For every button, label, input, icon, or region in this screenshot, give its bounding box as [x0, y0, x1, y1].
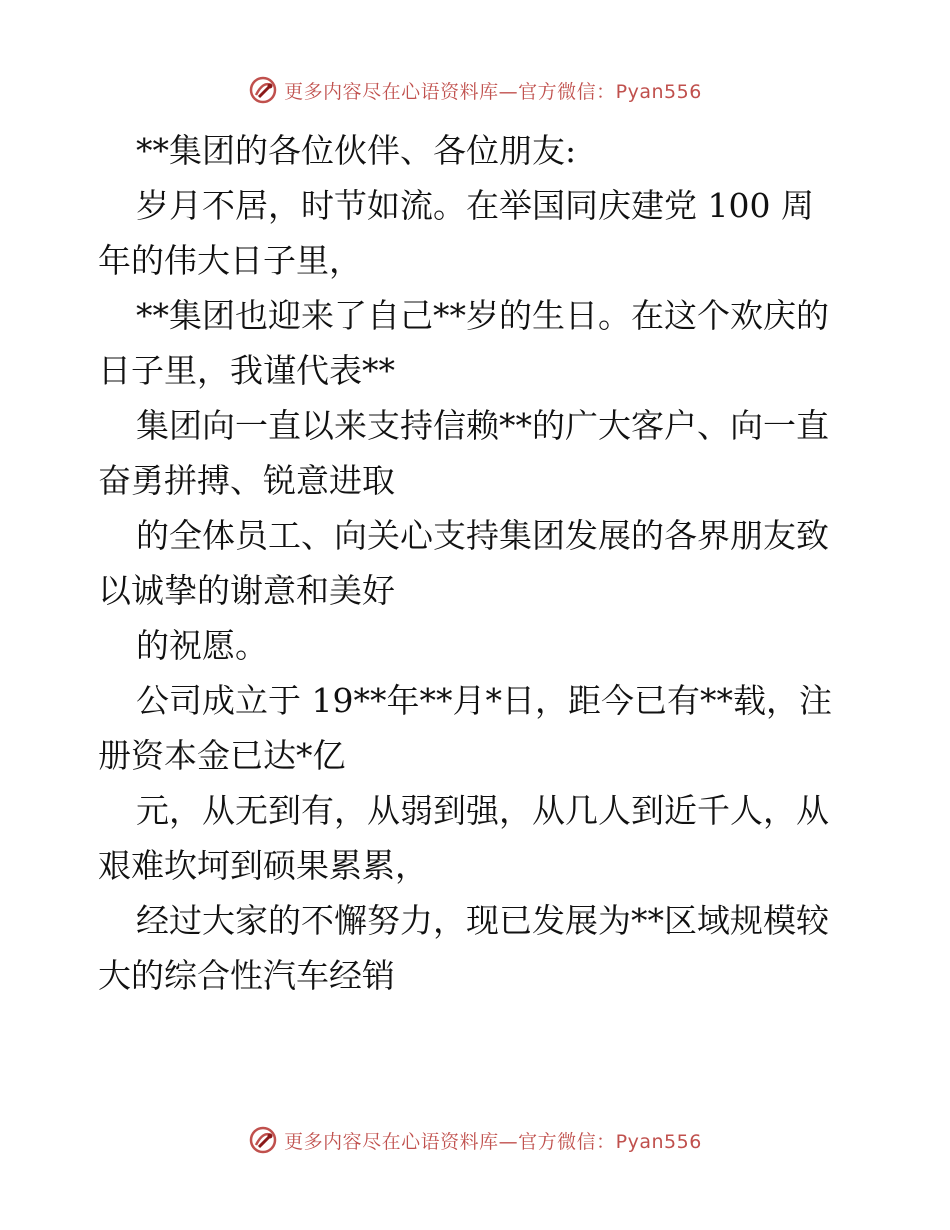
text-line: 大的综合性汽车经销 [98, 956, 395, 995]
text-line: **集团的各位伙伴、各位朋友: [136, 131, 577, 170]
seal-logo-icon [248, 1125, 278, 1155]
text-line: 以诚挚的谢意和美好 [98, 571, 395, 610]
text-line: 元，从无到有，从弱到强，从几人到近千人，从 [136, 791, 829, 830]
text-line: 集团向一直以来支持信赖**的广大客户、向一直 [136, 406, 829, 445]
text-line: 日子里，我谨代表** [98, 351, 395, 390]
text-line: 册资本金已达*亿 [98, 736, 346, 775]
header-banner [0, 70, 950, 110]
footer-banner-text: 更多内容尽在心语资料库—官方微信：Pyan556 [284, 1130, 702, 1153]
seal-logo-icon [248, 75, 278, 105]
text-line: 奋勇拼搏、锐意进取 [98, 461, 395, 500]
text-line: 经过大家的不懈努力，现已发展为**区域规模较 [136, 901, 829, 940]
text-line: 岁月不居，时节如流。在举国同庆建党 100 周 [136, 186, 814, 225]
header-banner-text: 更多内容尽在心语资料库—官方微信：Pyan556 [284, 80, 702, 103]
text-line: 年的伟大日子里， [98, 241, 362, 280]
text-line: 艰难坎坷到硕果累累， [98, 846, 428, 885]
footer-banner [0, 1120, 950, 1160]
document-body [98, 123, 858, 1003]
text-line: 的全体员工、向关心支持集团发展的各界朋友致 [136, 516, 829, 555]
text-line: 的祝愿。 [136, 626, 268, 665]
text-line: 公司成立于 19**年**月*日，距今已有**载，注 [136, 681, 832, 720]
text-line: **集团也迎来了自己**岁的生日。在这个欢庆的 [136, 296, 829, 335]
